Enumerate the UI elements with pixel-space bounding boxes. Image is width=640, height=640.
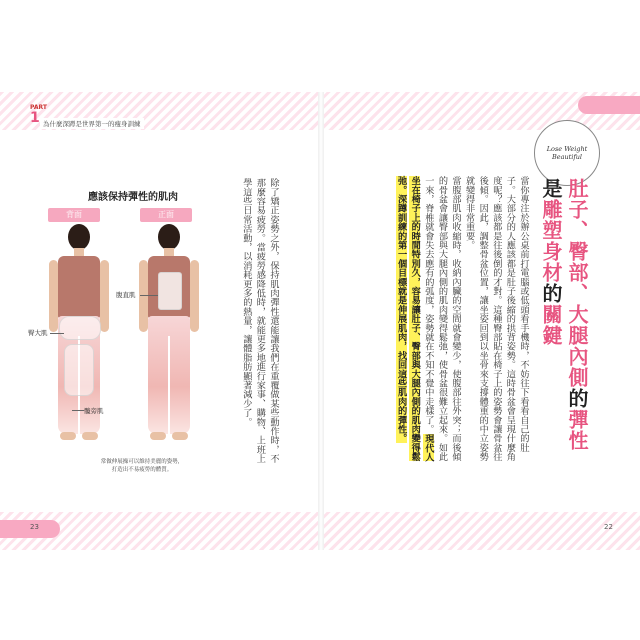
annotation-rectus: 腹直肌 [116, 291, 136, 299]
part-label: PART [30, 104, 47, 111]
left-arm [139, 260, 148, 332]
left-foot [60, 432, 76, 440]
back-view-label: 背面 [48, 208, 100, 222]
right-foot [172, 432, 188, 440]
chapter-title: 為什麼深蹲是世界第一的瘦身訓練 [40, 118, 144, 129]
right-paragraph-1: 當你專注於辦公桌前打電腦或低頭看手機時，不妨往下看看自己的肚子。大部分的人應該都是肚子後縮的拱背姿勢。這時骨盆會呈現什麼角度呢？應該都是往後倒的才對。這種臀部貼在椅子上的姿勢會讓骨盆往後傾。因此，調整骨盆位置，讓坐姿回到以坐骨來支撐體重的中立姿勢就變得非常重要。 [463, 176, 529, 462]
rectus-abdominis-highlight [158, 272, 182, 310]
title-column-2 [540, 178, 562, 346]
caption-line-1: 常做伸展操可以維持美麗的姿勢， [100, 459, 184, 465]
back-view-figure [44, 224, 114, 449]
annotation-rectus-line [140, 295, 158, 296]
annotation-adductor-line [72, 410, 84, 411]
annotation-glute-line [50, 333, 64, 334]
left-body-text: 除了矯正姿勢之外，保持肌肉彈性還能讓我們在重覆做某些動作時，不那麼容易疲勞。當疲勞感降低時，就能更多地進行家事、購物、上班上學這些日常活動，以消耗更多的熱量，讓體脂肪顯著減少了。 [240, 178, 279, 464]
title-part-5: 雕塑身材 [539, 199, 563, 283]
lose-weight-badge [534, 120, 600, 186]
glute-muscle-highlight [59, 316, 101, 340]
caption-line-2: 打造出不易疲勞的體質。 [111, 467, 173, 473]
right-arm [190, 260, 199, 332]
title-part-3: 彈性 [565, 409, 589, 451]
badge-line2: Beautiful [551, 153, 583, 161]
page-gutter [318, 92, 324, 550]
torso [58, 256, 100, 318]
right-body-text [378, 176, 530, 466]
title-part-1: 肚子、臀部、大腿內側 [565, 178, 589, 388]
page-number-right: 22 [604, 523, 613, 531]
title-part-7: 關鍵 [539, 304, 563, 346]
head [68, 224, 90, 250]
page-number-left: 23 [30, 523, 39, 531]
right-arm [100, 260, 109, 332]
feet [148, 432, 190, 442]
annotation-adductor: 髖旁肌 [84, 407, 104, 415]
title-part-2: 的 [565, 388, 589, 409]
front-view-figure [134, 224, 204, 449]
feet [58, 432, 100, 442]
right-paragraph-2: 當腹部肌肉收縮時，收納內臟的空間就會變少，使腹部往外突；而後傾的骨盆會讓臀部與大腿內側的肌肉變得鬆弛，使骨盆很難立起來。如此一來，脊椎就會失去應有的弧度，姿勢就在不知不覺中走樣了。 [422, 176, 462, 462]
head [158, 224, 180, 250]
right-pink-tab [578, 96, 640, 114]
leg-split [168, 336, 170, 434]
figure-title: 應該保持彈性的肌肉 [88, 192, 178, 203]
front-view-label: 正面 [140, 208, 192, 222]
part-number: 1 [30, 110, 40, 126]
right-highlighted-paragraph: 現代人坐在椅子上的時間特別久，容易讓肚子、臀部與大腿內側的肌肉變得鬆弛。深蹲訓練的第一個目標就是伸展肌肉，找回這些肌肉的彈性。 [395, 176, 434, 462]
figure-caption [82, 458, 202, 474]
adductor-muscle-highlight [64, 344, 94, 396]
badge-line1: Lose Weight [546, 145, 588, 153]
right-foot [82, 432, 98, 440]
left-arm [49, 260, 58, 332]
title-column-1 [566, 178, 588, 451]
title-part-6: 的 [539, 283, 563, 304]
left-foot [150, 432, 166, 440]
title-part-4: 是 [539, 178, 563, 199]
annotation-glute: 臀大肌 [28, 329, 48, 337]
